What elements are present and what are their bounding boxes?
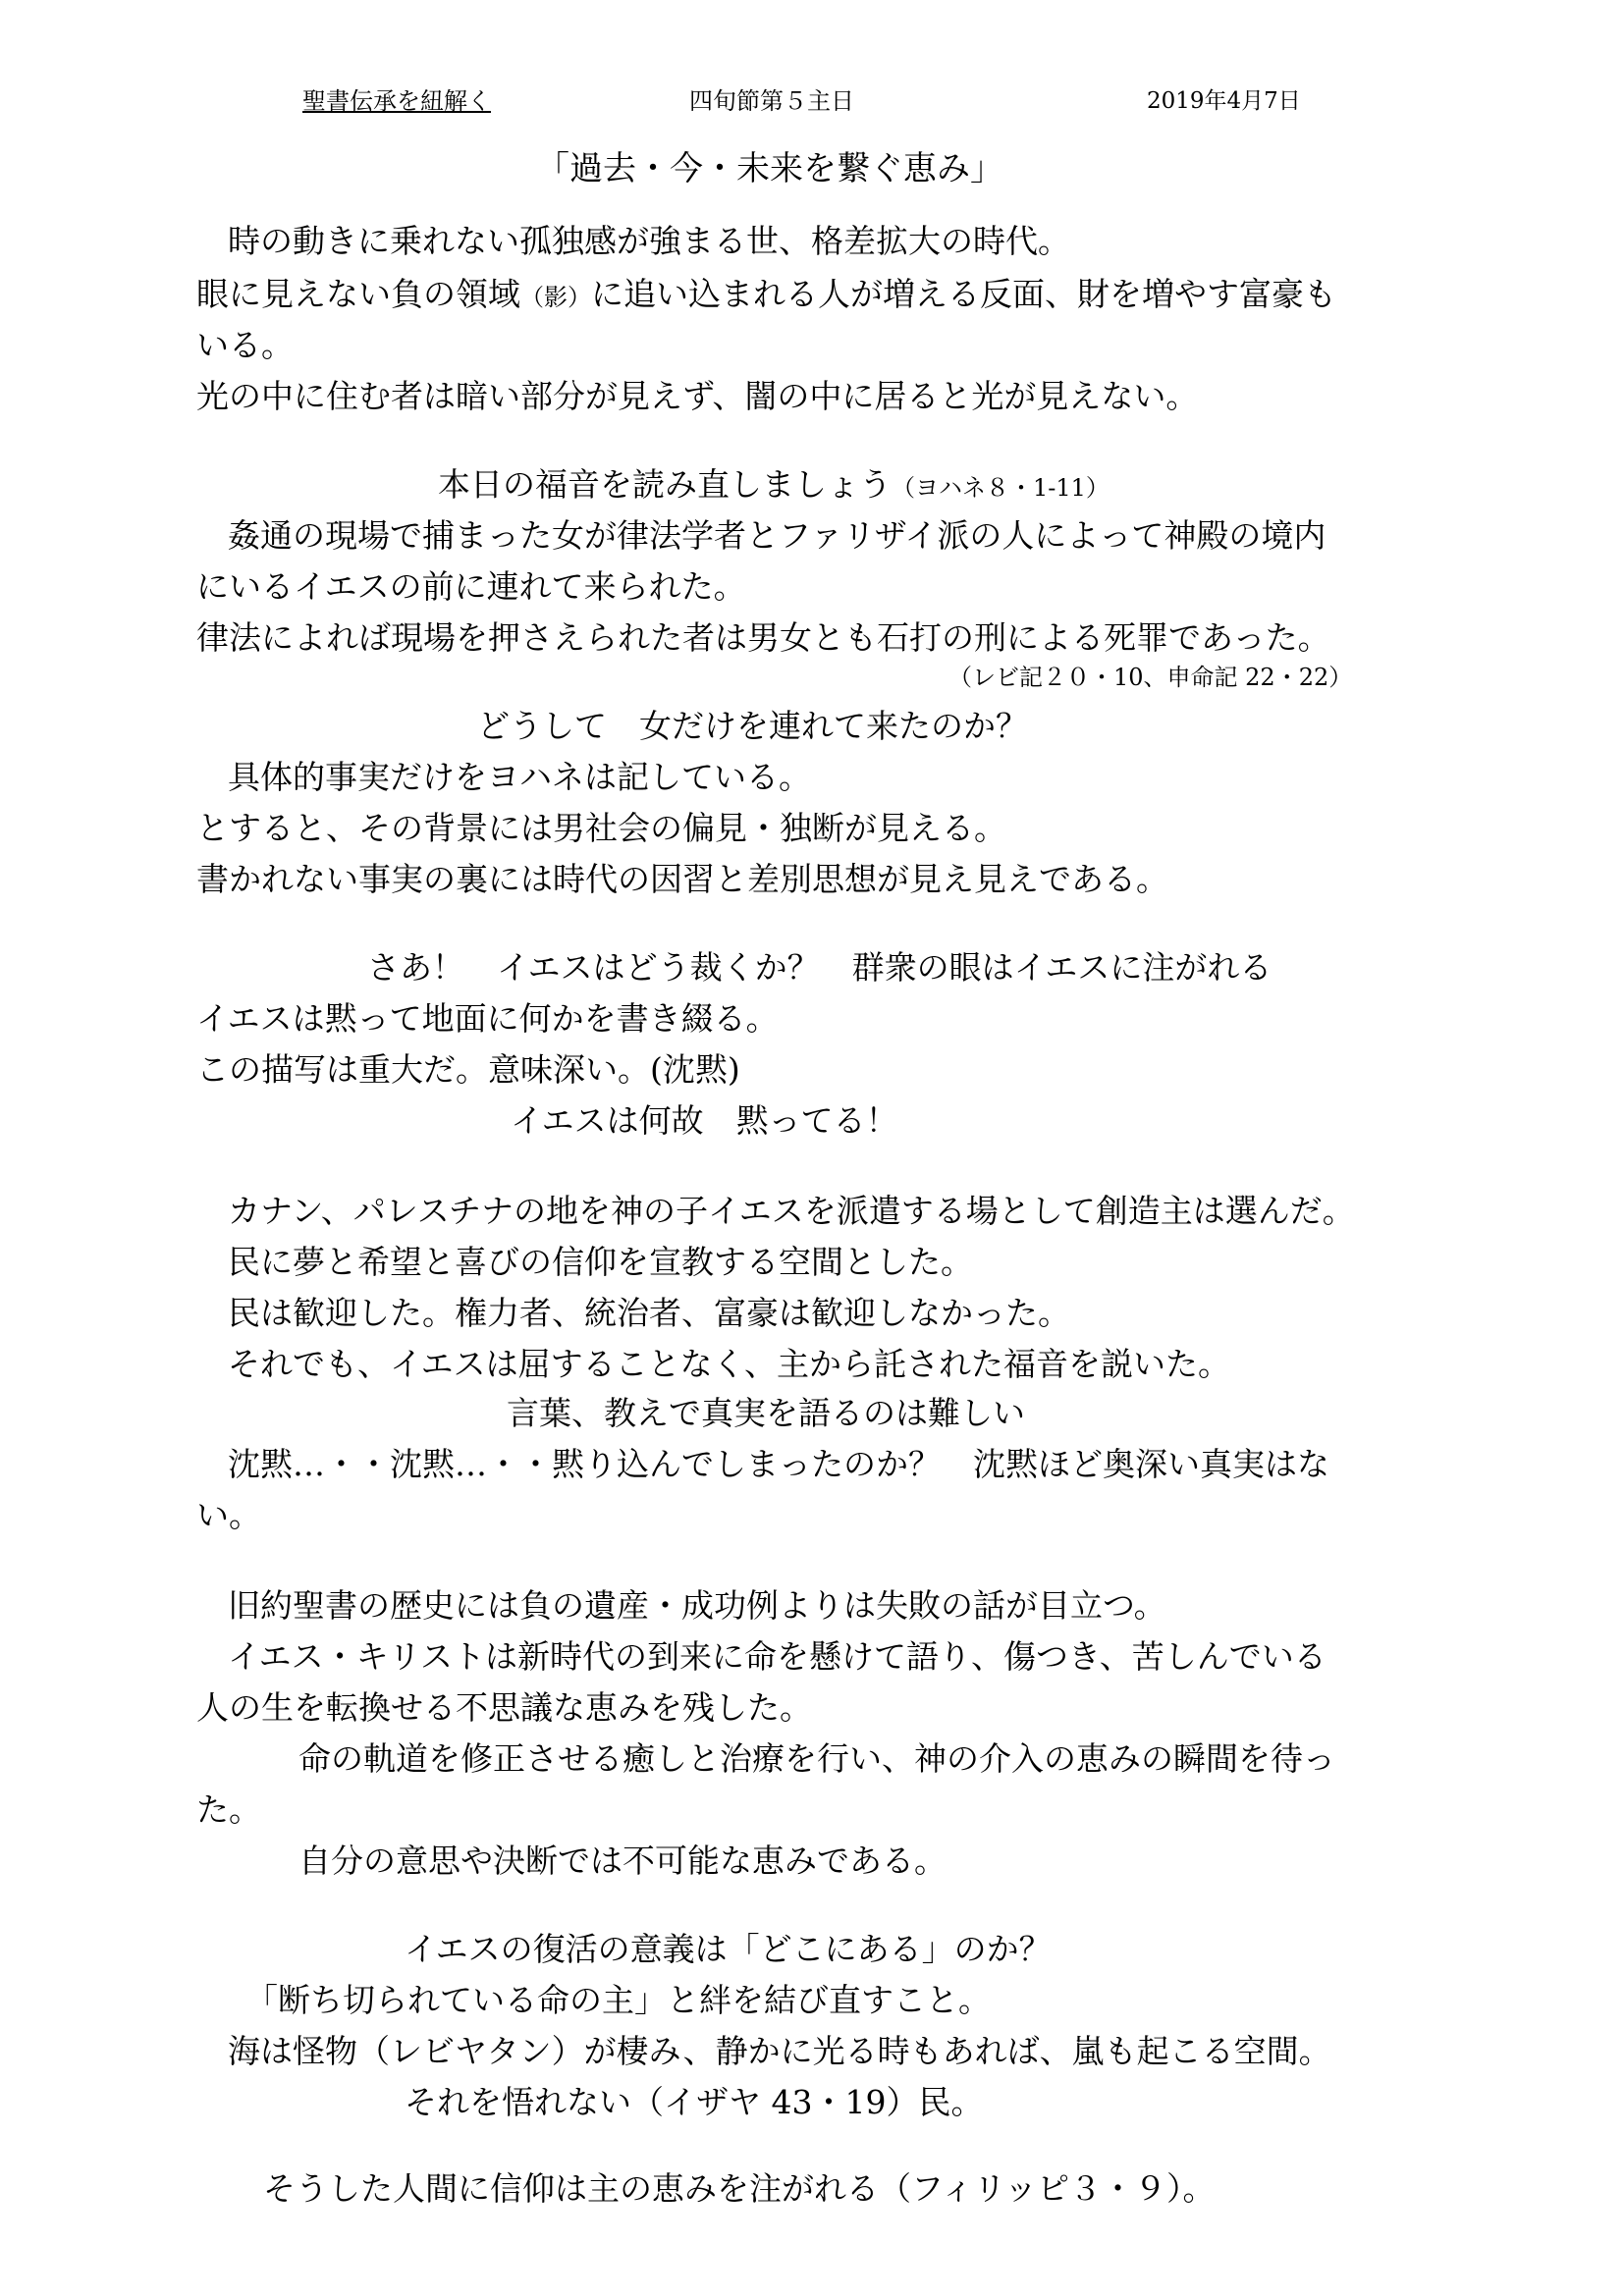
text-line: 姦通の現場で捕まった女が律法学者とファリザイ派の人によって神殿の境内 <box>228 516 1326 555</box>
text-line: イエスは黙って地面に何かを書き綴る。 <box>196 999 779 1038</box>
text-line: 民に夢と希望と喜びの信仰を宣教する空間とした。 <box>228 1243 973 1281</box>
section-heading: どうして 女だけを連れて来たのか？ <box>477 707 1028 745</box>
text-line: カナン、パレスチナの地を神の子イエスを派遣する場として創造主は選んだ。 <box>228 1192 1355 1230</box>
text-line: 時の動きに乗れない孤独感が強まる世、格差拡大の時代。 <box>228 222 1070 260</box>
header-date: 2019年4月7日 <box>1147 88 1301 114</box>
text-line: それを悟れない（イザヤ 43・19）民。 <box>405 2083 984 2121</box>
text-span: に追い込まれる人が増える反面、財を増やす富豪も <box>591 275 1336 313</box>
text-line: にいるイエスの前に連れて来られた。 <box>196 567 746 606</box>
section-heading: 言葉、教えで真実を語るのは難しい <box>507 1394 1025 1432</box>
closing-line: そうした人間に信仰は主の恵みを注がれる（フィリッピ３・９）。 <box>263 2169 1216 2208</box>
text-line: い。 <box>196 1496 261 1534</box>
text-line: それでも、イエスは屈することなく、主から託された福音を説いた。 <box>228 1345 1231 1383</box>
section-heading: さあ！ イエスはどう裁くか？ 群衆の眼はイエスに注がれる <box>367 948 1272 987</box>
text-span: 本日の福音を読み直しましょう <box>438 465 892 504</box>
text-line: 律法によれば現場を押さえられた者は男女とも石打の刑による死罪であった。 <box>196 618 1330 657</box>
text-line: いる。 <box>196 326 294 364</box>
text-line: 書かれない事実の裏には時代の因習と差別思想が見え見えである。 <box>196 860 1168 898</box>
inline-note: （影） <box>520 284 591 311</box>
header-liturgical-day: 四旬節第５主日 <box>689 87 854 115</box>
text-line: 自分の意思や決断では不可能な恵みである。 <box>298 1842 947 1880</box>
text-line: とすると、その背景には男社会の偏見・独断が見える。 <box>196 809 1006 847</box>
sermon-title: 「過去・今・未来を繋ぐ恵み」 <box>536 149 1003 188</box>
text-line: 民は歓迎した。権力者、統治者、富豪は歓迎しなかった。 <box>228 1294 1070 1332</box>
text-line: 「断ち切られている命の主」と絆を結び直すこと。 <box>245 1981 991 2019</box>
text-line: 沈黙…・・沈黙…・・黙り込んでしまったのか？ 沈黙ほど奥深い真実はな <box>228 1445 1329 1483</box>
text-line: イエス・キリストは新時代の到来に命を懸けて語り、傷つき、苦しんでいる <box>228 1637 1326 1676</box>
text-line: 具体的事実だけをヨハネは記している。 <box>228 758 811 796</box>
text-line: た。 <box>196 1790 261 1829</box>
scripture-reference: （ヨハネ８・1-11） <box>892 474 1110 502</box>
text-line: この描写は重大だ。意味深い。(沈黙) <box>196 1050 740 1089</box>
header-series-title: 聖書伝承を紐解く <box>302 87 491 115</box>
scripture-reference: （レビ記２０・10、申命記 22・22） <box>948 664 1353 691</box>
text-line <box>196 275 1336 317</box>
text-line: 人の生を転換せる不思議な恵みを残した。 <box>196 1688 812 1727</box>
text-line: 光の中に住む者は暗い部分が見えず、闇の中に居ると光が見えない。 <box>196 377 1199 415</box>
text-line: 海は怪物（レビヤタン）が棲み、静かに光る時もあれば、嵐も起こる空間。 <box>228 2032 1331 2070</box>
section-heading: イエスの復活の意義は「どこにある」のか？ <box>405 1930 1052 1968</box>
text-line: 命の軌道を修正させる癒しと治療を行い、神の介入の恵みの瞬間を待っ <box>298 1739 1335 1778</box>
text-span: 眼に見えない負の領域 <box>196 275 520 313</box>
section-heading <box>438 465 1110 507</box>
text-line: 旧約聖書の歴史には負の遺産・成功例よりは失敗の話が目立つ。 <box>228 1586 1166 1625</box>
section-heading: イエスは何故 黙ってる！ <box>511 1101 898 1140</box>
